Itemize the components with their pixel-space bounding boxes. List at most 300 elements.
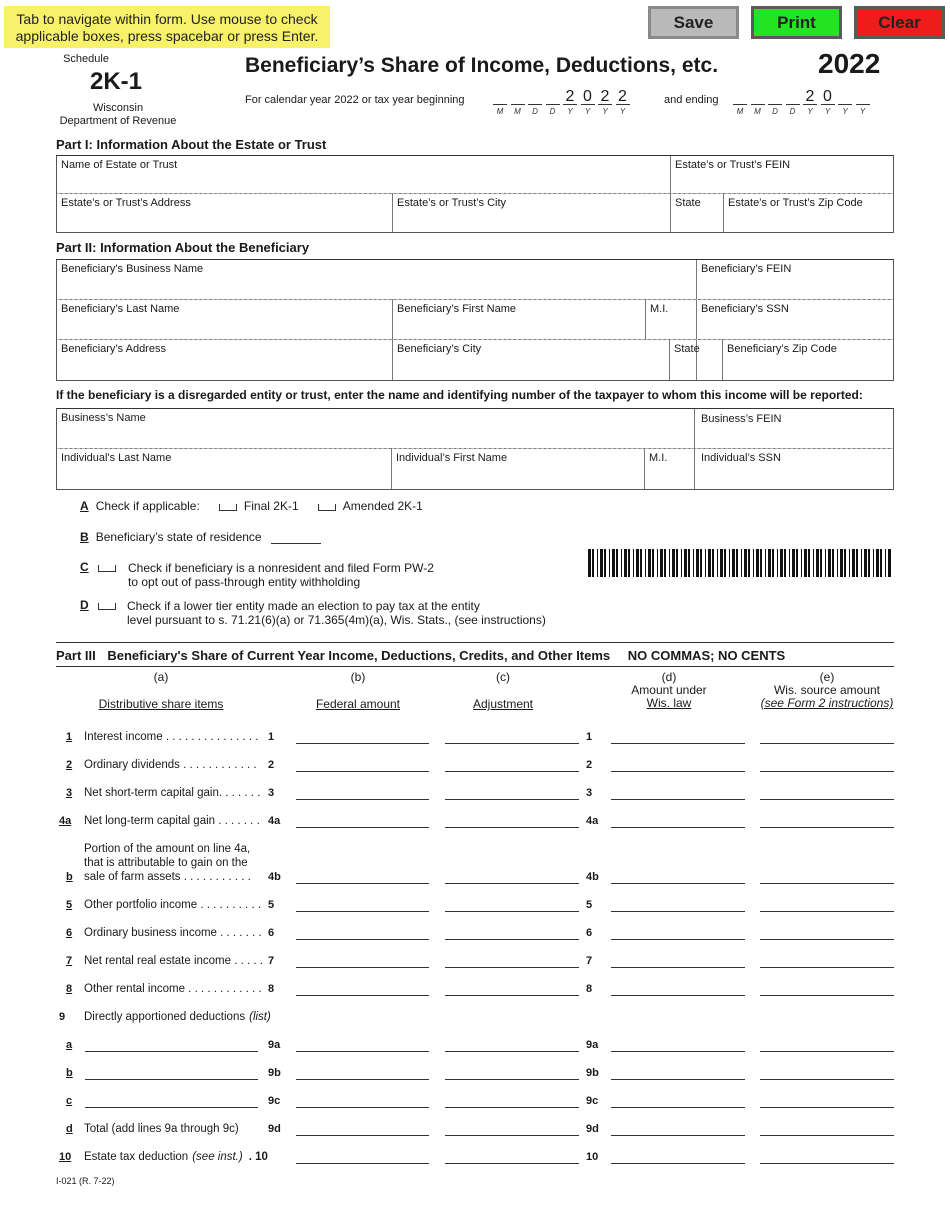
end-date-digit-caption: Y bbox=[842, 107, 848, 116]
no-commas-note: NO COMMAS; NO CENTS bbox=[627, 648, 786, 663]
adjustment-field[interactable] bbox=[445, 883, 579, 884]
barcode-bar bbox=[688, 549, 690, 577]
wis-source-amount-field[interactable] bbox=[760, 771, 894, 772]
line-label-text: Other portfolio income . . . . . . . . . . bbox=[84, 899, 262, 911]
line-label bbox=[84, 927, 262, 939]
barcode-bar bbox=[724, 549, 726, 577]
begin-date-digit[interactable] bbox=[511, 89, 525, 105]
line-label bbox=[84, 1123, 239, 1135]
barcode-bar bbox=[864, 549, 867, 577]
line-label-tail: . 10 bbox=[248, 1151, 268, 1163]
line-ref-a: 3 bbox=[268, 787, 275, 799]
beneficiary-business-name-field[interactable] bbox=[57, 260, 695, 299]
begin-date-digit-caption: Y bbox=[567, 107, 573, 116]
end-date-digit-caption: Y bbox=[824, 107, 831, 116]
line-number: 10 bbox=[59, 1151, 72, 1163]
barcode-bar bbox=[777, 549, 778, 577]
beneficiary-first-name-field[interactable] bbox=[393, 300, 645, 339]
check-c-text-line1: Check if beneficiary is a nonresident and filed Form PW-2 bbox=[128, 561, 434, 575]
line-ref-a: 9a bbox=[268, 1039, 281, 1051]
federal-amount-field[interactable] bbox=[296, 1079, 429, 1080]
individual-mi-label: M.I. bbox=[649, 452, 668, 464]
amended-2k1-label: Amended 2K-1 bbox=[342, 499, 423, 513]
line-label bbox=[84, 983, 262, 995]
estate-name-label: Name of Estate or Trust bbox=[61, 159, 178, 171]
barcode-bar bbox=[801, 549, 802, 577]
line-label bbox=[84, 787, 260, 799]
line-ref-d: 8 bbox=[586, 983, 593, 995]
beneficiary-zip-field[interactable] bbox=[723, 340, 893, 380]
adjustment-field[interactable] bbox=[445, 1079, 579, 1080]
line-label-italic: (list) bbox=[249, 1011, 271, 1023]
barcode-bar bbox=[837, 549, 838, 577]
instructions-tip: Tab to navigate within form. Use mouse to check applicable boxes, press spacebar or press Enter. bbox=[4, 6, 330, 48]
line-label-text: Ordinary business income . . . . . . . bbox=[84, 927, 262, 939]
barcode-bar bbox=[868, 549, 870, 577]
barcode-bar bbox=[696, 549, 699, 577]
line-label bbox=[84, 731, 258, 743]
barcode-bar bbox=[888, 549, 891, 577]
beneficiary-last-name-field[interactable] bbox=[57, 300, 391, 339]
federal-amount-field[interactable] bbox=[296, 771, 429, 772]
deduction-description-field[interactable] bbox=[85, 1079, 258, 1080]
barcode-bar bbox=[669, 549, 670, 577]
line-ref-d: 3 bbox=[586, 787, 593, 799]
line-ref-d: 1 bbox=[586, 731, 593, 743]
check-c-letter: C bbox=[80, 560, 89, 574]
end-date-digit-caption: Y bbox=[807, 107, 813, 116]
wis-law-amount-field[interactable] bbox=[611, 995, 745, 996]
line-number: b bbox=[66, 1067, 73, 1079]
wis-law-amount-field[interactable] bbox=[611, 1079, 745, 1080]
calendar-year-label: For calendar year 2022 or tax year beginning bbox=[245, 94, 465, 106]
barcode-bar bbox=[708, 549, 711, 577]
line-number: 6 bbox=[66, 927, 73, 939]
line-label-text: Directly apportioned deductions bbox=[84, 1011, 246, 1023]
beneficiary-last-name-label: Beneficiary’s Last Name bbox=[61, 303, 180, 315]
col-e-header bbox=[754, 671, 900, 710]
line-label-text: Other rental income . . . . . . . . . . . . bbox=[84, 983, 262, 995]
individual-first-name-field[interactable] bbox=[392, 449, 643, 489]
line-number: 9 bbox=[59, 1011, 66, 1023]
wis-source-amount-field[interactable] bbox=[760, 911, 894, 912]
federal-amount-field[interactable] bbox=[296, 967, 429, 968]
barcode-bar bbox=[780, 549, 783, 577]
wis-law-amount-field[interactable] bbox=[611, 1107, 745, 1108]
end-date-digit[interactable] bbox=[856, 89, 870, 105]
individual-last-name-field[interactable] bbox=[57, 449, 390, 489]
wis-law-amount-field[interactable] bbox=[611, 911, 745, 912]
check-a-row bbox=[80, 499, 423, 513]
barcode-bar bbox=[820, 549, 822, 577]
estate-city-field[interactable] bbox=[393, 194, 669, 232]
barcode-bar bbox=[768, 549, 771, 577]
col-e-letter: (e) bbox=[819, 670, 835, 684]
line-ref-a: 9b bbox=[268, 1067, 281, 1079]
col-a-header bbox=[90, 671, 232, 711]
begin-date-digit[interactable]: 2 bbox=[563, 89, 577, 105]
line-label-italic: (see inst.) bbox=[192, 1151, 243, 1163]
barcode-bar bbox=[880, 549, 882, 577]
check-d-text bbox=[127, 599, 546, 627]
barcode-bar bbox=[648, 549, 651, 577]
line-number: 3 bbox=[66, 787, 73, 799]
print-button[interactable]: Print bbox=[751, 6, 842, 39]
final-2k1-label: Final 2K-1 bbox=[243, 499, 299, 513]
barcode-bar bbox=[592, 549, 594, 577]
line-number: b bbox=[66, 871, 73, 883]
state-of-residence-field[interactable] bbox=[271, 543, 321, 544]
save-button[interactable]: Save bbox=[648, 6, 739, 39]
federal-amount-field[interactable] bbox=[296, 827, 429, 828]
barcode-bar bbox=[813, 549, 814, 577]
line-ref-a: 4a bbox=[268, 815, 281, 827]
adjustment-field[interactable] bbox=[445, 995, 579, 996]
beneficiary-fein-field[interactable] bbox=[697, 260, 893, 299]
end-date-digit[interactable]: 2 bbox=[803, 89, 817, 105]
beneficiary-fein-label: Beneficiary’s FEIN bbox=[701, 263, 792, 275]
wis-law-amount-field[interactable] bbox=[611, 967, 745, 968]
begin-date-digit[interactable] bbox=[528, 89, 542, 105]
business-fein-label: Business’s FEIN bbox=[701, 413, 782, 425]
adjustment-field[interactable] bbox=[445, 967, 579, 968]
beneficiary-business-name-label: Beneficiary's Business Name bbox=[61, 263, 204, 275]
end-date-digit[interactable] bbox=[768, 89, 782, 105]
line-label bbox=[84, 1011, 271, 1023]
adjustment-field[interactable] bbox=[445, 771, 579, 772]
wis-law-amount-field[interactable] bbox=[611, 939, 745, 940]
check-b-row bbox=[80, 530, 321, 544]
barcode-bar bbox=[744, 549, 747, 577]
wis-source-amount-field[interactable] bbox=[760, 1051, 894, 1052]
wis-source-amount-field[interactable] bbox=[760, 967, 894, 968]
col-a-title: Distributive share items bbox=[98, 697, 224, 711]
end-date-digit[interactable] bbox=[733, 89, 747, 105]
barcode-bar bbox=[676, 549, 678, 577]
barcode-bar bbox=[796, 549, 798, 577]
estate-zip-field[interactable] bbox=[724, 194, 892, 232]
end-date-digit-caption: M bbox=[736, 107, 744, 116]
wis-law-amount-field[interactable] bbox=[611, 1163, 745, 1164]
begin-date-digit-caption: M bbox=[514, 107, 521, 116]
end-date-digit-caption: D bbox=[772, 107, 778, 116]
barcode-bar bbox=[861, 549, 862, 577]
line-ref-d: 2 bbox=[586, 759, 593, 771]
wis-source-amount-field[interactable] bbox=[760, 743, 894, 744]
barcode-bar bbox=[808, 549, 810, 577]
beneficiary-ssn-field[interactable] bbox=[697, 300, 893, 339]
disregarded-entity-box bbox=[56, 408, 894, 490]
end-date-digit[interactable]: 0 bbox=[821, 89, 835, 105]
barcode-bar bbox=[652, 549, 654, 577]
part3-heading-label: Part III bbox=[56, 648, 96, 663]
barcode-bar bbox=[760, 549, 762, 577]
barcode-bar bbox=[700, 549, 702, 577]
federal-amount-field[interactable] bbox=[296, 995, 429, 996]
business-name-label: Business’s Name bbox=[61, 412, 146, 424]
line-ref-a: 1 bbox=[268, 731, 275, 743]
estate-state-field[interactable] bbox=[671, 194, 723, 232]
begin-date-digit-caption: Y bbox=[619, 107, 626, 116]
adjustment-field[interactable] bbox=[445, 827, 579, 828]
final-2k1-checkbox[interactable] bbox=[219, 504, 237, 511]
line-ref-d: 9b bbox=[586, 1067, 599, 1079]
wis-law-amount-field[interactable] bbox=[611, 827, 745, 828]
line-label-text: Net long-term capital gain . . . . . . . bbox=[84, 815, 260, 827]
adjustment-field[interactable] bbox=[445, 1135, 579, 1136]
line-ref-a: 9d bbox=[268, 1123, 281, 1135]
barcode-bar bbox=[856, 549, 858, 577]
business-name-field[interactable] bbox=[57, 409, 693, 448]
barcode-bar bbox=[600, 549, 603, 577]
beneficiary-city-field[interactable] bbox=[393, 340, 669, 380]
federal-amount-field[interactable] bbox=[296, 799, 429, 800]
wis-law-amount-field[interactable] bbox=[611, 743, 745, 744]
department-label bbox=[56, 102, 180, 128]
beneficiary-address-label: Beneficiary’s Address bbox=[61, 343, 166, 355]
begin-date-digit[interactable] bbox=[493, 89, 507, 105]
barcode-bar bbox=[664, 549, 666, 577]
wis-source-amount-field[interactable] bbox=[760, 827, 894, 828]
deduction-description-field[interactable] bbox=[85, 1107, 258, 1108]
part3-heading-rule bbox=[56, 666, 894, 667]
col-c-letter: (c) bbox=[496, 670, 510, 684]
barcode-bar bbox=[825, 549, 826, 577]
barcode-bar bbox=[604, 549, 606, 577]
check-b-text: Beneficiary’s state of residence bbox=[95, 530, 262, 544]
federal-amount-field[interactable] bbox=[296, 911, 429, 912]
begin-date-digit-caption: Y bbox=[584, 107, 591, 116]
barcode-bar bbox=[729, 549, 730, 577]
end-date-digit-caption: M bbox=[754, 107, 761, 116]
col-a-letter: (a) bbox=[153, 670, 169, 684]
business-fein-field[interactable] bbox=[697, 410, 893, 448]
check-b-letter: B bbox=[80, 530, 89, 544]
federal-amount-field[interactable] bbox=[296, 1051, 429, 1052]
line-ref-a: 5 bbox=[268, 899, 275, 911]
wis-law-amount-field[interactable] bbox=[611, 1135, 745, 1136]
beneficiary-mi-label: M.I. bbox=[650, 303, 669, 315]
col-d-header bbox=[607, 671, 731, 710]
barcode-bar bbox=[705, 549, 706, 577]
wis-source-amount-field[interactable] bbox=[760, 883, 894, 884]
check-c-row bbox=[80, 560, 116, 574]
line-label bbox=[84, 871, 251, 883]
beneficiary-first-name-label: Beneficiary’s First Name bbox=[397, 303, 516, 315]
barcode-bar bbox=[741, 549, 742, 577]
line-ref-d: 4b bbox=[586, 871, 599, 883]
begin-date-digit[interactable]: 2 bbox=[616, 89, 630, 105]
tax-year: 2022 bbox=[818, 48, 881, 79]
disregarded-entity-heading: If the beneficiary is a disregarded entity or trust, enter the name and identifying number of the taxpayer to whom this income will be reported: bbox=[56, 388, 863, 402]
check-d-text-line1: Check if a lower tier entity made an election to pay tax at the entity bbox=[127, 599, 480, 613]
estate-city-label: Estate’s or Trust’s City bbox=[397, 197, 507, 209]
line-label bbox=[84, 899, 261, 911]
line-label bbox=[84, 815, 260, 827]
wis-law-amount-field[interactable] bbox=[611, 883, 745, 884]
line-number: 8 bbox=[66, 983, 73, 995]
col-c-header bbox=[441, 671, 565, 711]
barcode-bar bbox=[660, 549, 663, 577]
line-label-part: Portion of the amount on line 4a, bbox=[84, 843, 251, 855]
wis-source-amount-field[interactable] bbox=[760, 1079, 894, 1080]
individual-ssn-label: Individual’s SSN bbox=[701, 452, 781, 464]
begin-date-digit-caption: D bbox=[549, 107, 556, 116]
barcode-bar bbox=[616, 549, 618, 577]
barcode-bar bbox=[633, 549, 634, 577]
line-ref-a: 4b bbox=[268, 871, 281, 883]
barcode bbox=[588, 549, 892, 577]
adjustment-field[interactable] bbox=[445, 743, 579, 744]
line-ref-d: 9c bbox=[586, 1095, 599, 1107]
part3-top-rule bbox=[56, 642, 894, 643]
estate-fein-field[interactable] bbox=[671, 156, 893, 193]
barcode-bar bbox=[712, 549, 714, 577]
part1-heading: Part I: Information About the Estate or Trust bbox=[56, 137, 327, 152]
check-d-row bbox=[80, 598, 116, 612]
line-label-text: Estate tax deduction bbox=[84, 1151, 189, 1163]
barcode-bar bbox=[720, 549, 723, 577]
begin-date-digit-caption: Y bbox=[602, 107, 608, 116]
wis-source-amount-field[interactable] bbox=[760, 1163, 894, 1164]
lower-tier-election-checkbox[interactable] bbox=[98, 603, 116, 610]
adjustment-field[interactable] bbox=[445, 911, 579, 912]
barcode-bar bbox=[792, 549, 795, 577]
begin-date-digit-caption: M bbox=[496, 107, 504, 116]
federal-amount-field[interactable] bbox=[296, 939, 429, 940]
line-ref-d: 4a bbox=[586, 815, 599, 827]
line-number: c bbox=[66, 1095, 73, 1107]
form-code: I-021 (R. 7-22) bbox=[56, 1176, 115, 1186]
line-label-text: sale of farm assets . . . . . . . . . . . bbox=[84, 871, 251, 883]
line-number: 2 bbox=[66, 759, 73, 771]
beneficiary-state-label: State bbox=[674, 343, 700, 355]
adjustment-field[interactable] bbox=[445, 1107, 579, 1108]
line-ref-d: 6 bbox=[586, 927, 593, 939]
col-d-letter: (d) bbox=[661, 670, 677, 684]
barcode-bar bbox=[624, 549, 627, 577]
col-b-title: Federal amount bbox=[315, 697, 401, 711]
barcode-bar bbox=[885, 549, 886, 577]
estate-zip-label: Estate’s or Trust’s Zip Code bbox=[728, 197, 863, 209]
begin-date-digit[interactable]: 2 bbox=[598, 89, 612, 105]
individual-first-name-label: Individual’s First Name bbox=[396, 452, 508, 464]
deduction-description-field[interactable] bbox=[85, 1051, 258, 1052]
federal-amount-field[interactable] bbox=[296, 883, 429, 884]
barcode-bar bbox=[840, 549, 843, 577]
wis-law-amount-field[interactable] bbox=[611, 1051, 745, 1052]
part1-box bbox=[56, 155, 894, 233]
federal-amount-field[interactable] bbox=[296, 1163, 429, 1164]
line-number: a bbox=[66, 1039, 73, 1051]
wis-source-amount-field[interactable] bbox=[760, 995, 894, 996]
line-label bbox=[84, 759, 257, 771]
line-number: 7 bbox=[66, 955, 73, 967]
amended-2k1-checkbox[interactable] bbox=[318, 504, 336, 511]
estate-address-label: Estate’s or Trust’s Address bbox=[61, 197, 191, 209]
col-b-letter: (b) bbox=[350, 670, 366, 684]
begin-date-digit[interactable] bbox=[546, 89, 560, 105]
barcode-bar bbox=[681, 549, 682, 577]
end-date-digit[interactable] bbox=[786, 89, 800, 105]
barcode-bar bbox=[628, 549, 630, 577]
beneficiary-address-field[interactable] bbox=[57, 340, 391, 380]
barcode-bar bbox=[832, 549, 834, 577]
end-date-digit[interactable] bbox=[838, 89, 852, 105]
beneficiary-ssn-label: Beneficiary’s SSN bbox=[701, 303, 789, 315]
end-date-digit[interactable] bbox=[751, 89, 765, 105]
adjustment-field[interactable] bbox=[445, 799, 579, 800]
individual-ssn-field[interactable] bbox=[697, 449, 893, 489]
ending-label: and ending bbox=[664, 94, 719, 106]
check-d-letter: D bbox=[80, 598, 89, 612]
barcode-bar bbox=[645, 549, 646, 577]
wis-law-amount-field[interactable] bbox=[611, 771, 745, 772]
begin-date-digit[interactable]: 0 bbox=[581, 89, 595, 105]
line-ref-d: 7 bbox=[586, 955, 593, 967]
federal-amount-field[interactable] bbox=[296, 743, 429, 744]
part3-heading bbox=[56, 648, 785, 663]
check-c-text bbox=[128, 561, 434, 589]
wis-source-amount-field[interactable] bbox=[760, 799, 894, 800]
beneficiary-zip-label: Beneficiary’s Zip Code bbox=[727, 343, 837, 355]
adjustment-field[interactable] bbox=[445, 1051, 579, 1052]
check-c-text-line2: to opt out of pass-through entity withholding bbox=[128, 575, 361, 589]
beneficiary-city-label: Beneficiary’s City bbox=[397, 343, 482, 355]
line-number: d bbox=[66, 1123, 73, 1135]
wis-source-amount-field[interactable] bbox=[760, 939, 894, 940]
line-label-text: Ordinary dividends . . . . . . . . . . . . bbox=[84, 759, 257, 771]
estate-name-field[interactable] bbox=[57, 156, 667, 193]
line-label-part: that is attributable to gain on the bbox=[84, 857, 248, 869]
line-ref-a: 2 bbox=[268, 759, 275, 771]
barcode-bar bbox=[640, 549, 642, 577]
adjustment-field[interactable] bbox=[445, 939, 579, 940]
wis-source-amount-field[interactable] bbox=[760, 1107, 894, 1108]
beneficiary-mi-field[interactable] bbox=[646, 300, 696, 339]
line-ref-a: 8 bbox=[268, 983, 275, 995]
nonresident-pw2-checkbox[interactable] bbox=[98, 565, 116, 572]
barcode-bar bbox=[873, 549, 874, 577]
schedule-number: 2K-1 bbox=[89, 68, 143, 95]
federal-amount-field[interactable] bbox=[296, 1107, 429, 1108]
estate-address-field[interactable] bbox=[57, 194, 391, 232]
barcode-bar bbox=[844, 549, 846, 577]
wis-source-amount-field[interactable] bbox=[760, 1135, 894, 1136]
adjustment-field[interactable] bbox=[445, 1163, 579, 1164]
check-a-text: Check if applicable: bbox=[95, 499, 200, 513]
barcode-bar bbox=[852, 549, 855, 577]
part2-box bbox=[56, 259, 894, 381]
beneficiary-state-field[interactable] bbox=[670, 340, 700, 380]
individual-mi-field[interactable] bbox=[645, 449, 694, 489]
check-d-text-line2: level pursuant to s. 71.21(6)(a) or 71.365(4m)(a), Wis. Stats., (see instructions) bbox=[127, 613, 546, 627]
barcode-bar bbox=[816, 549, 819, 577]
barcode-bar bbox=[756, 549, 759, 577]
federal-amount-field[interactable] bbox=[296, 1135, 429, 1136]
barcode-bar bbox=[609, 549, 610, 577]
barcode-bar bbox=[804, 549, 807, 577]
wis-law-amount-field[interactable] bbox=[611, 799, 745, 800]
clear-button[interactable]: Clear bbox=[854, 6, 945, 39]
barcode-bar bbox=[828, 549, 831, 577]
estate-fein-label: Estate’s or Trust’s FEIN bbox=[675, 159, 791, 171]
line-ref-d: 9a bbox=[586, 1039, 599, 1051]
barcode-bar bbox=[765, 549, 766, 577]
line-label-text: Total (add lines 9a through 9c) bbox=[84, 1123, 239, 1135]
line-ref-a: 9c bbox=[268, 1095, 281, 1107]
barcode-bar bbox=[732, 549, 735, 577]
